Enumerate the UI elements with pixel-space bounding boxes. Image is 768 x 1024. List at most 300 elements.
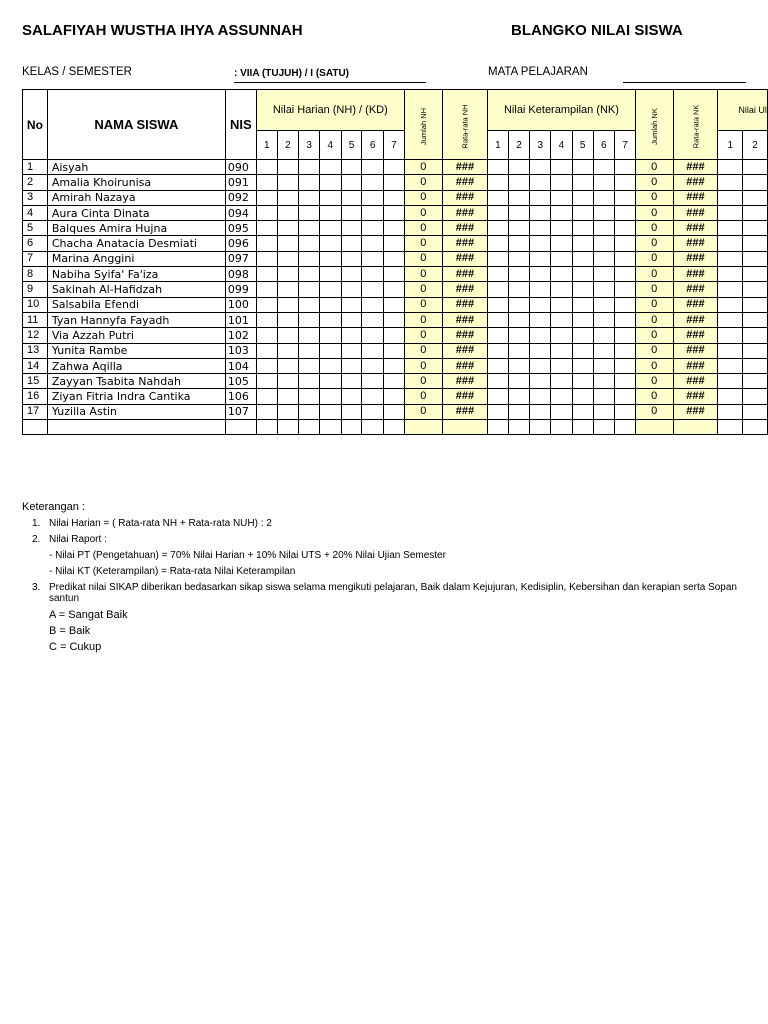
kelas-label: KELAS / SEMESTER: [22, 66, 132, 78]
row-no: 17: [23, 404, 48, 419]
jumlah-nh-cell: 0: [404, 221, 442, 236]
rata-nh-cell: ###: [442, 343, 487, 358]
note-number: 2.: [32, 534, 41, 545]
nh-score-cell: [384, 205, 405, 220]
nk-score-cell: [615, 389, 636, 404]
col-header-nis: NIS: [225, 90, 256, 160]
row-nama: Balques Amira Hujna: [47, 221, 225, 236]
nh-score-cell: [384, 420, 405, 435]
nh-score-cell: [277, 175, 299, 190]
row-no: 9: [23, 282, 48, 297]
nh-score-cell: [256, 358, 277, 373]
nh-score-cell: [256, 267, 277, 282]
nk-score-cell: [572, 328, 593, 343]
nk-score-cell: [615, 328, 636, 343]
nk-score-cell: [508, 374, 530, 389]
nk-score-cell: [530, 205, 551, 220]
mapel-underline: [623, 82, 746, 83]
nh-score-cell: [341, 404, 362, 419]
nh-score-cell: [256, 221, 277, 236]
nh-score-cell: [277, 297, 299, 312]
nk-score-cell: [615, 312, 636, 327]
kelas-underline: [234, 82, 426, 83]
ul-score-cell: [743, 312, 768, 327]
row-no: 16: [23, 389, 48, 404]
nk-score-cell: [530, 374, 551, 389]
nh-score-cell: [320, 205, 342, 220]
nh-score-cell: [256, 420, 277, 435]
nk-score-cell: [488, 251, 509, 266]
nk-score-cell: [551, 221, 573, 236]
grade-table: [22, 89, 768, 435]
nk-score-cell: [593, 282, 615, 297]
jumlah-nk-cell: 0: [635, 358, 673, 373]
nh-score-cell: [299, 389, 320, 404]
nk-score-cell: [488, 282, 509, 297]
rata-nh-cell: ###: [442, 175, 487, 190]
nh-score-cell: [362, 358, 384, 373]
col-header-jumlah-nh: [404, 90, 442, 160]
ul-score-cell: [743, 420, 768, 435]
nk-score-cell: [593, 160, 615, 175]
nh-score-cell: [341, 389, 362, 404]
nk-score-cell: [488, 389, 509, 404]
rata-nh-cell: ###: [442, 374, 487, 389]
ul-score-cell: [743, 297, 768, 312]
nk-score-cell: [551, 236, 573, 251]
nh-score-cell: [341, 374, 362, 389]
note-text: Nilai Raport :: [49, 534, 107, 545]
jumlah-nh-cell: 0: [404, 389, 442, 404]
nk-score-cell: [488, 420, 509, 435]
jumlah-nh-cell: 0: [404, 160, 442, 175]
row-no: 1: [23, 160, 48, 175]
nh-sub-header: 1: [256, 131, 277, 160]
jumlah-nk-cell: 0: [635, 190, 673, 205]
nh-score-cell: [341, 205, 362, 220]
nk-score-cell: [593, 297, 615, 312]
notes-heading: Keterangan :: [22, 501, 85, 513]
nh-score-cell: [341, 297, 362, 312]
nh-score-cell: [256, 328, 277, 343]
nh-score-cell: [277, 190, 299, 205]
ul-sub-header: 2: [743, 131, 768, 160]
nh-score-cell: [299, 221, 320, 236]
nh-score-cell: [384, 236, 405, 251]
nh-score-cell: [320, 404, 342, 419]
jumlah-nh-cell: 0: [404, 236, 442, 251]
ul-score-cell: [718, 205, 743, 220]
rata-nk-cell: ###: [673, 175, 718, 190]
nk-score-cell: [593, 404, 615, 419]
nk-score-cell: [572, 205, 593, 220]
ul-score-cell: [743, 404, 768, 419]
row-nis: 094: [225, 205, 256, 220]
rata-nk-cell: ###: [673, 205, 718, 220]
nh-score-cell: [320, 160, 342, 175]
rata-nk-cell: ###: [673, 404, 718, 419]
nk-score-cell: [593, 251, 615, 266]
nk-score-cell: [615, 404, 636, 419]
nh-score-cell: [362, 205, 384, 220]
ul-score-cell: [743, 236, 768, 251]
nk-score-cell: [615, 175, 636, 190]
row-no: 14: [23, 358, 48, 373]
ul-score-cell: [743, 267, 768, 282]
nk-score-cell: [488, 236, 509, 251]
nh-score-cell: [362, 343, 384, 358]
nh-score-cell: [256, 160, 277, 175]
grade-a: A = Sangat Baik: [49, 609, 128, 621]
nk-score-cell: [508, 328, 530, 343]
jumlah-nh-cell: 0: [404, 267, 442, 282]
ul-score-cell: [718, 389, 743, 404]
rata-nk-cell: ###: [673, 297, 718, 312]
nh-score-cell: [362, 175, 384, 190]
rata-nk-cell: ###: [673, 267, 718, 282]
nh-score-cell: [256, 389, 277, 404]
jumlah-nh-cell: 0: [404, 358, 442, 373]
notes-section: [22, 501, 762, 657]
row-nama: Zahwa Aqilla: [47, 358, 225, 373]
nk-score-cell: [572, 160, 593, 175]
nk-score-cell: [488, 328, 509, 343]
nk-score-cell: [551, 205, 573, 220]
ul-score-cell: [718, 251, 743, 266]
nk-score-cell: [551, 389, 573, 404]
nk-score-cell: [551, 175, 573, 190]
nh-score-cell: [362, 404, 384, 419]
row-no: 8: [23, 267, 48, 282]
nk-score-cell: [508, 267, 530, 282]
nk-score-cell: [551, 312, 573, 327]
row-no: 3: [23, 190, 48, 205]
row-nama: Aura Cinta Dinata: [47, 205, 225, 220]
nh-score-cell: [384, 374, 405, 389]
nk-score-cell: [572, 374, 593, 389]
row-nis: 100: [225, 297, 256, 312]
jumlah-nh-cell: 0: [404, 328, 442, 343]
nh-score-cell: [277, 160, 299, 175]
nh-score-cell: [341, 282, 362, 297]
note-number: 1.: [32, 518, 41, 529]
jumlah-nk-cell: 0: [635, 389, 673, 404]
row-no: [23, 420, 48, 435]
nk-score-cell: [488, 175, 509, 190]
nh-score-cell: [320, 312, 342, 327]
nk-score-cell: [551, 282, 573, 297]
row-nama: Aisyah: [47, 160, 225, 175]
nk-score-cell: [551, 328, 573, 343]
nh-score-cell: [341, 312, 362, 327]
nh-score-cell: [362, 328, 384, 343]
row-nama: Chacha Anatacia Desmiati: [47, 236, 225, 251]
row-no: 5: [23, 221, 48, 236]
nk-score-cell: [615, 297, 636, 312]
nk-score-cell: [572, 175, 593, 190]
nh-sub-header: 5: [341, 131, 362, 160]
table-row: [23, 297, 768, 312]
ul-score-cell: [718, 267, 743, 282]
nh-score-cell: [384, 404, 405, 419]
nh-score-cell: [362, 420, 384, 435]
nk-score-cell: [530, 236, 551, 251]
nk-score-cell: [551, 251, 573, 266]
nh-score-cell: [320, 236, 342, 251]
nk-score-cell: [508, 160, 530, 175]
jumlah-nk-cell: 0: [635, 312, 673, 327]
nk-score-cell: [551, 160, 573, 175]
nk-score-cell: [488, 160, 509, 175]
col-header-jumlah-nk: [635, 90, 673, 160]
nk-score-cell: [593, 267, 615, 282]
note-3: [22, 582, 762, 604]
rata-nk-cell: ###: [673, 328, 718, 343]
nh-score-cell: [384, 297, 405, 312]
nk-score-cell: [530, 358, 551, 373]
nk-score-cell: [551, 358, 573, 373]
nk-score-cell: [615, 358, 636, 373]
nh-score-cell: [384, 389, 405, 404]
nk-score-cell: [572, 358, 593, 373]
nh-score-cell: [341, 328, 362, 343]
nk-score-cell: [615, 420, 636, 435]
nk-score-cell: [508, 389, 530, 404]
rata-nh-cell: ###: [442, 205, 487, 220]
rata-nh-cell: ###: [442, 312, 487, 327]
nk-sub-header: 6: [593, 131, 615, 160]
jumlah-nh-cell: 0: [404, 175, 442, 190]
grade-c: C = Cukup: [49, 641, 102, 653]
nh-score-cell: [277, 205, 299, 220]
table-row: [23, 404, 768, 419]
nk-sub-header: 4: [551, 131, 573, 160]
row-no: 12: [23, 328, 48, 343]
nh-score-cell: [299, 251, 320, 266]
nk-score-cell: [615, 267, 636, 282]
nh-score-cell: [256, 251, 277, 266]
nk-sub-header: 1: [488, 131, 509, 160]
jumlah-nk-cell: 0: [635, 328, 673, 343]
jumlah-nh-cell: 0: [404, 404, 442, 419]
row-nis: 096: [225, 236, 256, 251]
nh-score-cell: [341, 175, 362, 190]
ul-score-cell: [743, 221, 768, 236]
ul-score-cell: [718, 358, 743, 373]
jumlah-nk-cell: 0: [635, 251, 673, 266]
row-no: 6: [23, 236, 48, 251]
nk-score-cell: [551, 420, 573, 435]
nk-score-cell: [572, 267, 593, 282]
document-title: BLANGKO NILAI SISWA: [511, 22, 683, 39]
nh-score-cell: [320, 389, 342, 404]
nk-score-cell: [593, 358, 615, 373]
nh-score-cell: [320, 282, 342, 297]
rata-nh-cell: ###: [442, 160, 487, 175]
note-2: [22, 534, 762, 545]
nh-score-cell: [299, 297, 320, 312]
nk-score-cell: [572, 297, 593, 312]
nh-score-cell: [277, 420, 299, 435]
row-nama: Zayyan Tsabita Nahdah: [47, 374, 225, 389]
nh-score-cell: [256, 190, 277, 205]
table-row: [23, 160, 768, 175]
jumlah-nh-cell: 0: [404, 374, 442, 389]
nk-score-cell: [615, 160, 636, 175]
nk-score-cell: [615, 374, 636, 389]
nh-score-cell: [277, 282, 299, 297]
nk-sub-header: 5: [572, 131, 593, 160]
ul-score-cell: [743, 175, 768, 190]
row-nis: 097: [225, 251, 256, 266]
rata-nh-cell: ###: [442, 358, 487, 373]
nk-score-cell: [530, 297, 551, 312]
nh-score-cell: [384, 267, 405, 282]
note-2b: - Nilai KT (Keterampilan) = Rata-rata Nilai Keterampilan: [49, 566, 296, 577]
nk-score-cell: [572, 404, 593, 419]
jumlah-nk-cell: 0: [635, 343, 673, 358]
nh-score-cell: [320, 343, 342, 358]
nh-score-cell: [299, 312, 320, 327]
nh-score-cell: [256, 343, 277, 358]
row-nis: 105: [225, 374, 256, 389]
nk-score-cell: [572, 420, 593, 435]
table-row: [23, 358, 768, 373]
nh-score-cell: [341, 267, 362, 282]
ul-score-cell: [743, 358, 768, 373]
nh-score-cell: [277, 328, 299, 343]
row-nama: Marina Anggini: [47, 251, 225, 266]
rata-nh-cell: [442, 420, 487, 435]
jumlah-nk-cell: 0: [635, 221, 673, 236]
jumlah-nk-cell: [635, 420, 673, 435]
nk-score-cell: [615, 221, 636, 236]
nh-score-cell: [320, 190, 342, 205]
nk-score-cell: [488, 221, 509, 236]
nk-score-cell: [572, 221, 593, 236]
nk-score-cell: [530, 160, 551, 175]
nh-score-cell: [256, 297, 277, 312]
note-1: [22, 518, 762, 529]
nk-score-cell: [593, 236, 615, 251]
nh-score-cell: [384, 160, 405, 175]
table-row: [23, 190, 768, 205]
nh-score-cell: [277, 221, 299, 236]
nh-score-cell: [256, 282, 277, 297]
jumlah-nh-cell: 0: [404, 251, 442, 266]
nk-score-cell: [593, 420, 615, 435]
rata-nh-cell: ###: [442, 328, 487, 343]
nk-score-cell: [593, 175, 615, 190]
nk-score-cell: [530, 251, 551, 266]
jumlah-nk-cell: 0: [635, 374, 673, 389]
rata-nk-cell: ###: [673, 282, 718, 297]
nk-score-cell: [593, 190, 615, 205]
col-header-rata-nk: [673, 90, 718, 160]
rata-nk-cell: ###: [673, 160, 718, 175]
row-nama: Ziyan Fitria Indra Cantika: [47, 389, 225, 404]
nk-score-cell: [615, 236, 636, 251]
nh-score-cell: [299, 404, 320, 419]
rata-nk-cell: ###: [673, 251, 718, 266]
nh-score-cell: [277, 267, 299, 282]
nh-score-cell: [299, 175, 320, 190]
rata-nh-cell: ###: [442, 221, 487, 236]
nk-score-cell: [615, 251, 636, 266]
nk-score-cell: [488, 312, 509, 327]
row-nama: Via Azzah Putri: [47, 328, 225, 343]
rata-nh-cell: ###: [442, 389, 487, 404]
ul-score-cell: [718, 420, 743, 435]
table-row: [23, 389, 768, 404]
row-nis: 106: [225, 389, 256, 404]
rata-nk-cell: ###: [673, 358, 718, 373]
ul-score-cell: [718, 236, 743, 251]
nk-score-cell: [551, 297, 573, 312]
ul-score-cell: [743, 374, 768, 389]
nk-score-cell: [551, 190, 573, 205]
note-number: 3.: [32, 582, 41, 593]
nk-score-cell: [488, 374, 509, 389]
nk-score-cell: [593, 328, 615, 343]
nh-score-cell: [341, 343, 362, 358]
jumlah-nh-cell: 0: [404, 205, 442, 220]
nk-score-cell: [488, 343, 509, 358]
jumlah-nk-cell: 0: [635, 282, 673, 297]
nh-score-cell: [256, 175, 277, 190]
nh-score-cell: [299, 358, 320, 373]
group-header-ul: Nilai Ul: [718, 90, 768, 131]
rata-nh-cell: ###: [442, 297, 487, 312]
nh-score-cell: [277, 358, 299, 373]
nk-score-cell: [530, 175, 551, 190]
rata-nh-cell: ###: [442, 236, 487, 251]
ul-score-cell: [743, 328, 768, 343]
jumlah-nh-cell: 0: [404, 343, 442, 358]
nh-score-cell: [384, 328, 405, 343]
ul-score-cell: [743, 282, 768, 297]
nh-score-cell: [277, 236, 299, 251]
rata-nh-cell: ###: [442, 251, 487, 266]
nh-score-cell: [384, 221, 405, 236]
table-row: [23, 267, 768, 282]
nk-score-cell: [508, 251, 530, 266]
ul-score-cell: [743, 389, 768, 404]
rata-nk-cell: ###: [673, 190, 718, 205]
nh-score-cell: [320, 297, 342, 312]
nh-score-cell: [256, 404, 277, 419]
nh-score-cell: [362, 312, 384, 327]
nh-score-cell: [299, 205, 320, 220]
nh-score-cell: [299, 282, 320, 297]
row-nis: 095: [225, 221, 256, 236]
row-nama: Yuzilla Astin: [47, 404, 225, 419]
nh-sub-header: 3: [299, 131, 320, 160]
nh-score-cell: [320, 221, 342, 236]
row-nis: 091: [225, 175, 256, 190]
jumlah-nk-cell: 0: [635, 297, 673, 312]
nk-score-cell: [508, 221, 530, 236]
nh-score-cell: [362, 374, 384, 389]
group-header-nh: Nilai Harian (NH) / (KD): [256, 90, 404, 131]
ul-score-cell: [718, 175, 743, 190]
rata-nk-cell: ###: [673, 236, 718, 251]
nk-score-cell: [615, 190, 636, 205]
nh-score-cell: [299, 328, 320, 343]
nh-score-cell: [320, 175, 342, 190]
row-nis: 103: [225, 343, 256, 358]
nh-score-cell: [256, 312, 277, 327]
